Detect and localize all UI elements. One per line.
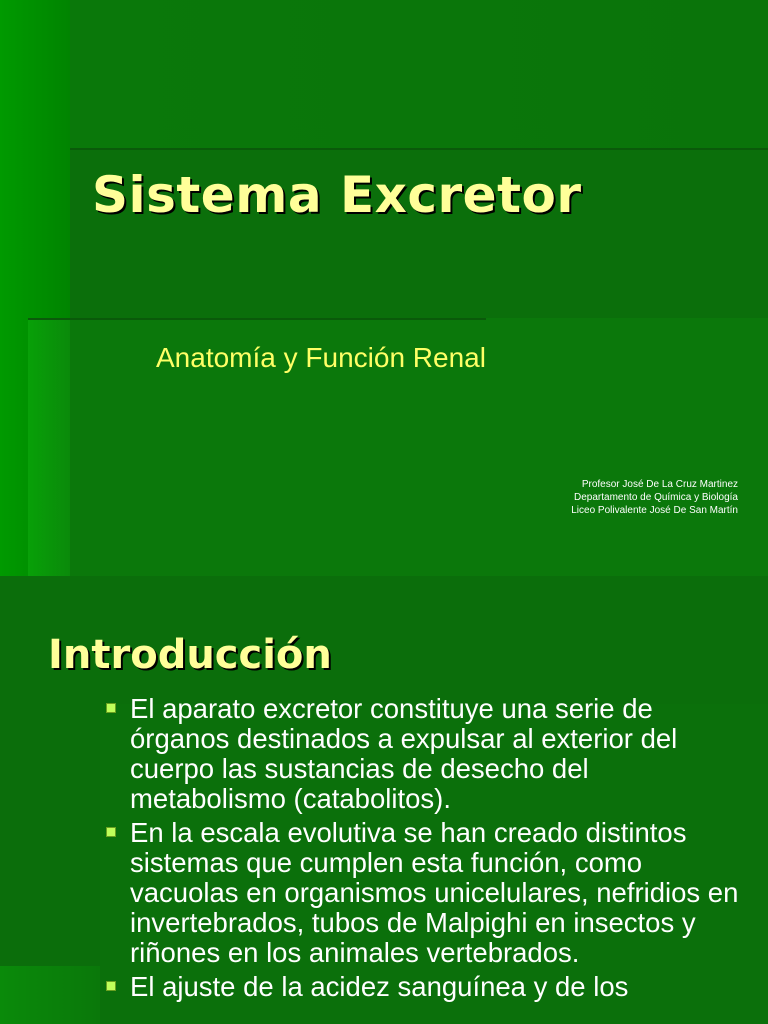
square-bullet-icon xyxy=(106,703,116,713)
bullet-list xyxy=(100,694,740,1006)
list-item xyxy=(100,694,740,814)
bullet-text: El aparato excretor constituye una serie de órganos destinados a expulsar al exterior del cuerpo las sustancias de desecho del metabolismo (catabolitos). xyxy=(130,693,678,814)
square-bullet-icon xyxy=(106,827,116,837)
slide-introduction xyxy=(0,576,768,1024)
slide-subtitle: Anatomía y Función Renal xyxy=(156,342,486,373)
list-item xyxy=(100,972,740,1002)
side-panel xyxy=(0,966,100,1024)
slide-title-text: Sistema Excretor xyxy=(92,166,582,224)
divider-rule xyxy=(28,318,486,320)
bullet-text: El ajuste de la acidez sanguínea y de los xyxy=(130,971,629,1002)
credit-line-school: Liceo Polivalente José De San Martín xyxy=(571,505,738,516)
credit-line-department: Departamento de Química y Biología xyxy=(574,492,738,503)
list-item xyxy=(100,818,740,968)
slide-heading: Introducción xyxy=(48,632,332,678)
bullet-text: En la escala evolutiva se han creado distintos sistemas que cumplen esta función, como vacuolas en organismos unicelulares, nefridios en invertebrados, tubos de Malpighi en insectos y riñones en los animales vertebrados. xyxy=(130,817,739,968)
author-credits xyxy=(571,478,738,517)
credit-line-professor: Profesor José De La Cruz Martinez xyxy=(581,479,738,490)
square-bullet-icon xyxy=(106,981,116,991)
